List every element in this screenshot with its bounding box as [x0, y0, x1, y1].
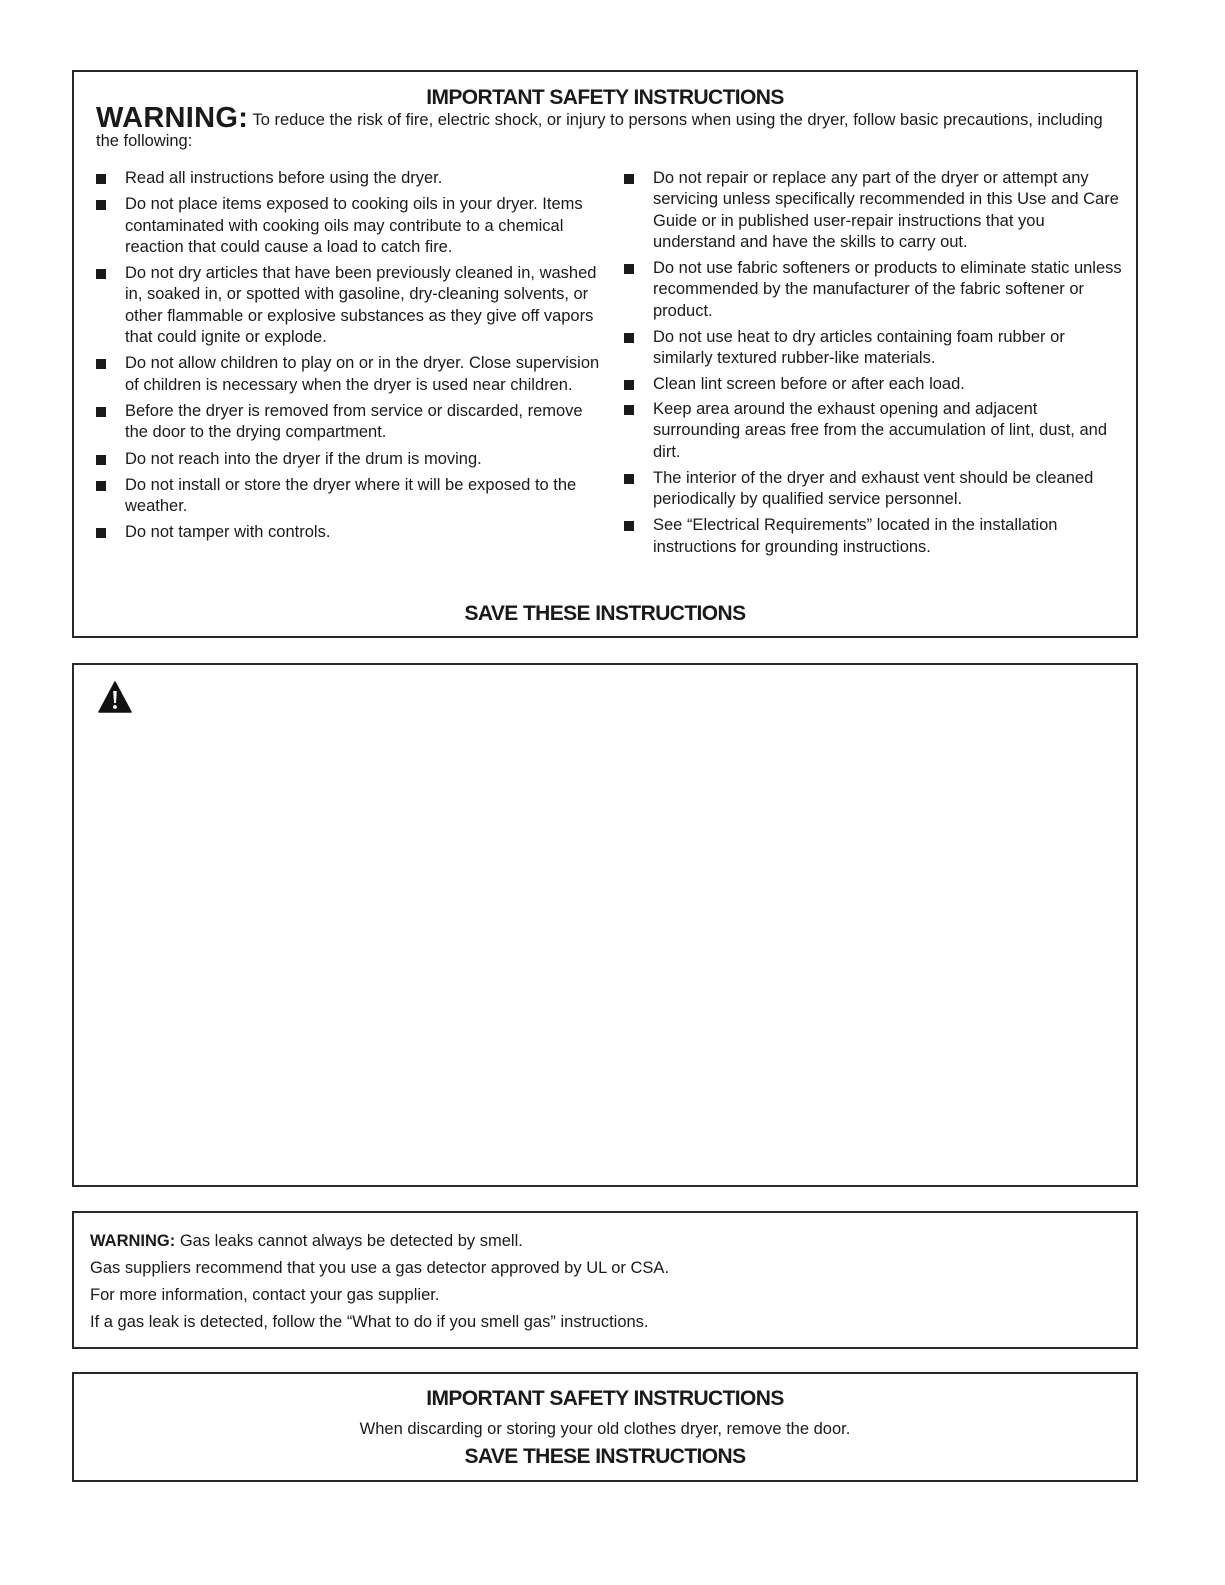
list-item: Do not install or store the dryer where it will be exposed to the weather.	[96, 475, 606, 518]
list-item: The interior of the dryer and exhaust vent should be cleaned periodically by qualified service personnel.	[624, 468, 1124, 511]
square-bullet-icon	[96, 269, 106, 279]
square-bullet-icon	[96, 528, 106, 538]
list-item: Do not use fabric softeners or products to eliminate static unless recommended by the manufacturer of the fabric softener or product.	[624, 258, 1124, 322]
warning-text: To reduce the risk of fire, electric shock, or injury to persons when using the dryer, follow basic precautions, including the following:	[96, 111, 1103, 150]
list-item: Do not allow children to play on or in the dryer. Close supervision of children is necessary when the dryer is used near children.	[96, 353, 606, 396]
list-item: Do not repair or replace any part of the dryer or attempt any servicing unless specifically recommended in this Use and Care Guide or in published user-repair instructions that you understand and have the skills to carry out.	[624, 168, 1124, 253]
warning-triangle-icon	[98, 681, 132, 713]
hazard-box	[72, 663, 1138, 1187]
section-title: IMPORTANT SAFETY INSTRUCTIONS	[426, 1387, 784, 1410]
list-item: See “Electrical Requirements” located in the installation instructions for grounding instructions.	[624, 515, 1124, 558]
warning-label: WARNING:	[96, 102, 249, 134]
square-bullet-icon	[624, 333, 634, 343]
list-item: Before the dryer is removed from service or discarded, remove the door to the drying compartment.	[96, 401, 606, 444]
list-item: Do not dry articles that have been previously cleaned in, washed in, soaked in, or spotted with gasoline, dry-cleaning solvents, or other flammable or explosive substances as they give off vapors that could ignite or explode.	[96, 263, 606, 348]
precautions-list-left	[96, 168, 606, 544]
square-bullet-icon	[624, 264, 634, 274]
list-item: Do not use heat to dry articles containing foam rubber or similarly textured rubber-like materials.	[624, 327, 1124, 370]
square-bullet-icon	[96, 455, 106, 465]
list-item: Clean lint screen before or after each load.	[624, 374, 1124, 395]
discard-instruction-text: When discarding or storing your old clothes dryer, remove the door.	[359, 1420, 851, 1438]
list-item: Do not place items exposed to cooking oils in your dryer. Items contaminated with cooking oils may contribute to a chemical reaction that could cause a load to catch fire.	[96, 194, 606, 258]
save-instructions-label: SAVE THESE INSTRUCTIONS	[464, 602, 746, 625]
square-bullet-icon	[624, 380, 634, 390]
list-item: Keep area around the exhaust opening and adjacent surrounding areas free from the accumulation of lint, dust, and dirt.	[624, 399, 1124, 463]
list-item: Read all instructions before using the dryer.	[96, 168, 606, 189]
safety-instructions-box	[72, 70, 1138, 638]
square-bullet-icon	[96, 359, 106, 369]
square-bullet-icon	[624, 405, 634, 415]
warning-intro	[96, 102, 1126, 152]
section-title: IMPORTANT SAFETY INSTRUCTIONS	[426, 86, 784, 109]
gas-warning-line: WARNING: Gas leaks cannot always be detected by smell.	[90, 1232, 523, 1250]
list-item: Do not reach into the dryer if the drum is moving.	[96, 449, 606, 470]
precautions-list-right	[624, 168, 1124, 558]
square-bullet-icon	[624, 474, 634, 484]
list-item: Do not tamper with controls.	[96, 522, 606, 543]
warning-label: WARNING:	[90, 1232, 176, 1250]
square-bullet-icon	[624, 521, 634, 531]
square-bullet-icon	[96, 200, 106, 210]
square-bullet-icon	[624, 174, 634, 184]
gas-leak-warning-box	[72, 1211, 1138, 1349]
save-instructions-label: SAVE THESE INSTRUCTIONS	[464, 1445, 746, 1468]
square-bullet-icon	[96, 174, 106, 184]
discard-instructions-box	[72, 1372, 1138, 1482]
gas-detector-line: Gas suppliers recommend that you use a gas detector approved by UL or CSA.	[90, 1259, 670, 1277]
gas-supplier-line: For more information, contact your gas supplier.	[90, 1286, 440, 1304]
square-bullet-icon	[96, 481, 106, 491]
gas-leak-line: If a gas leak is detected, follow the “What to do if you smell gas” instructions.	[90, 1313, 649, 1331]
square-bullet-icon	[96, 407, 106, 417]
